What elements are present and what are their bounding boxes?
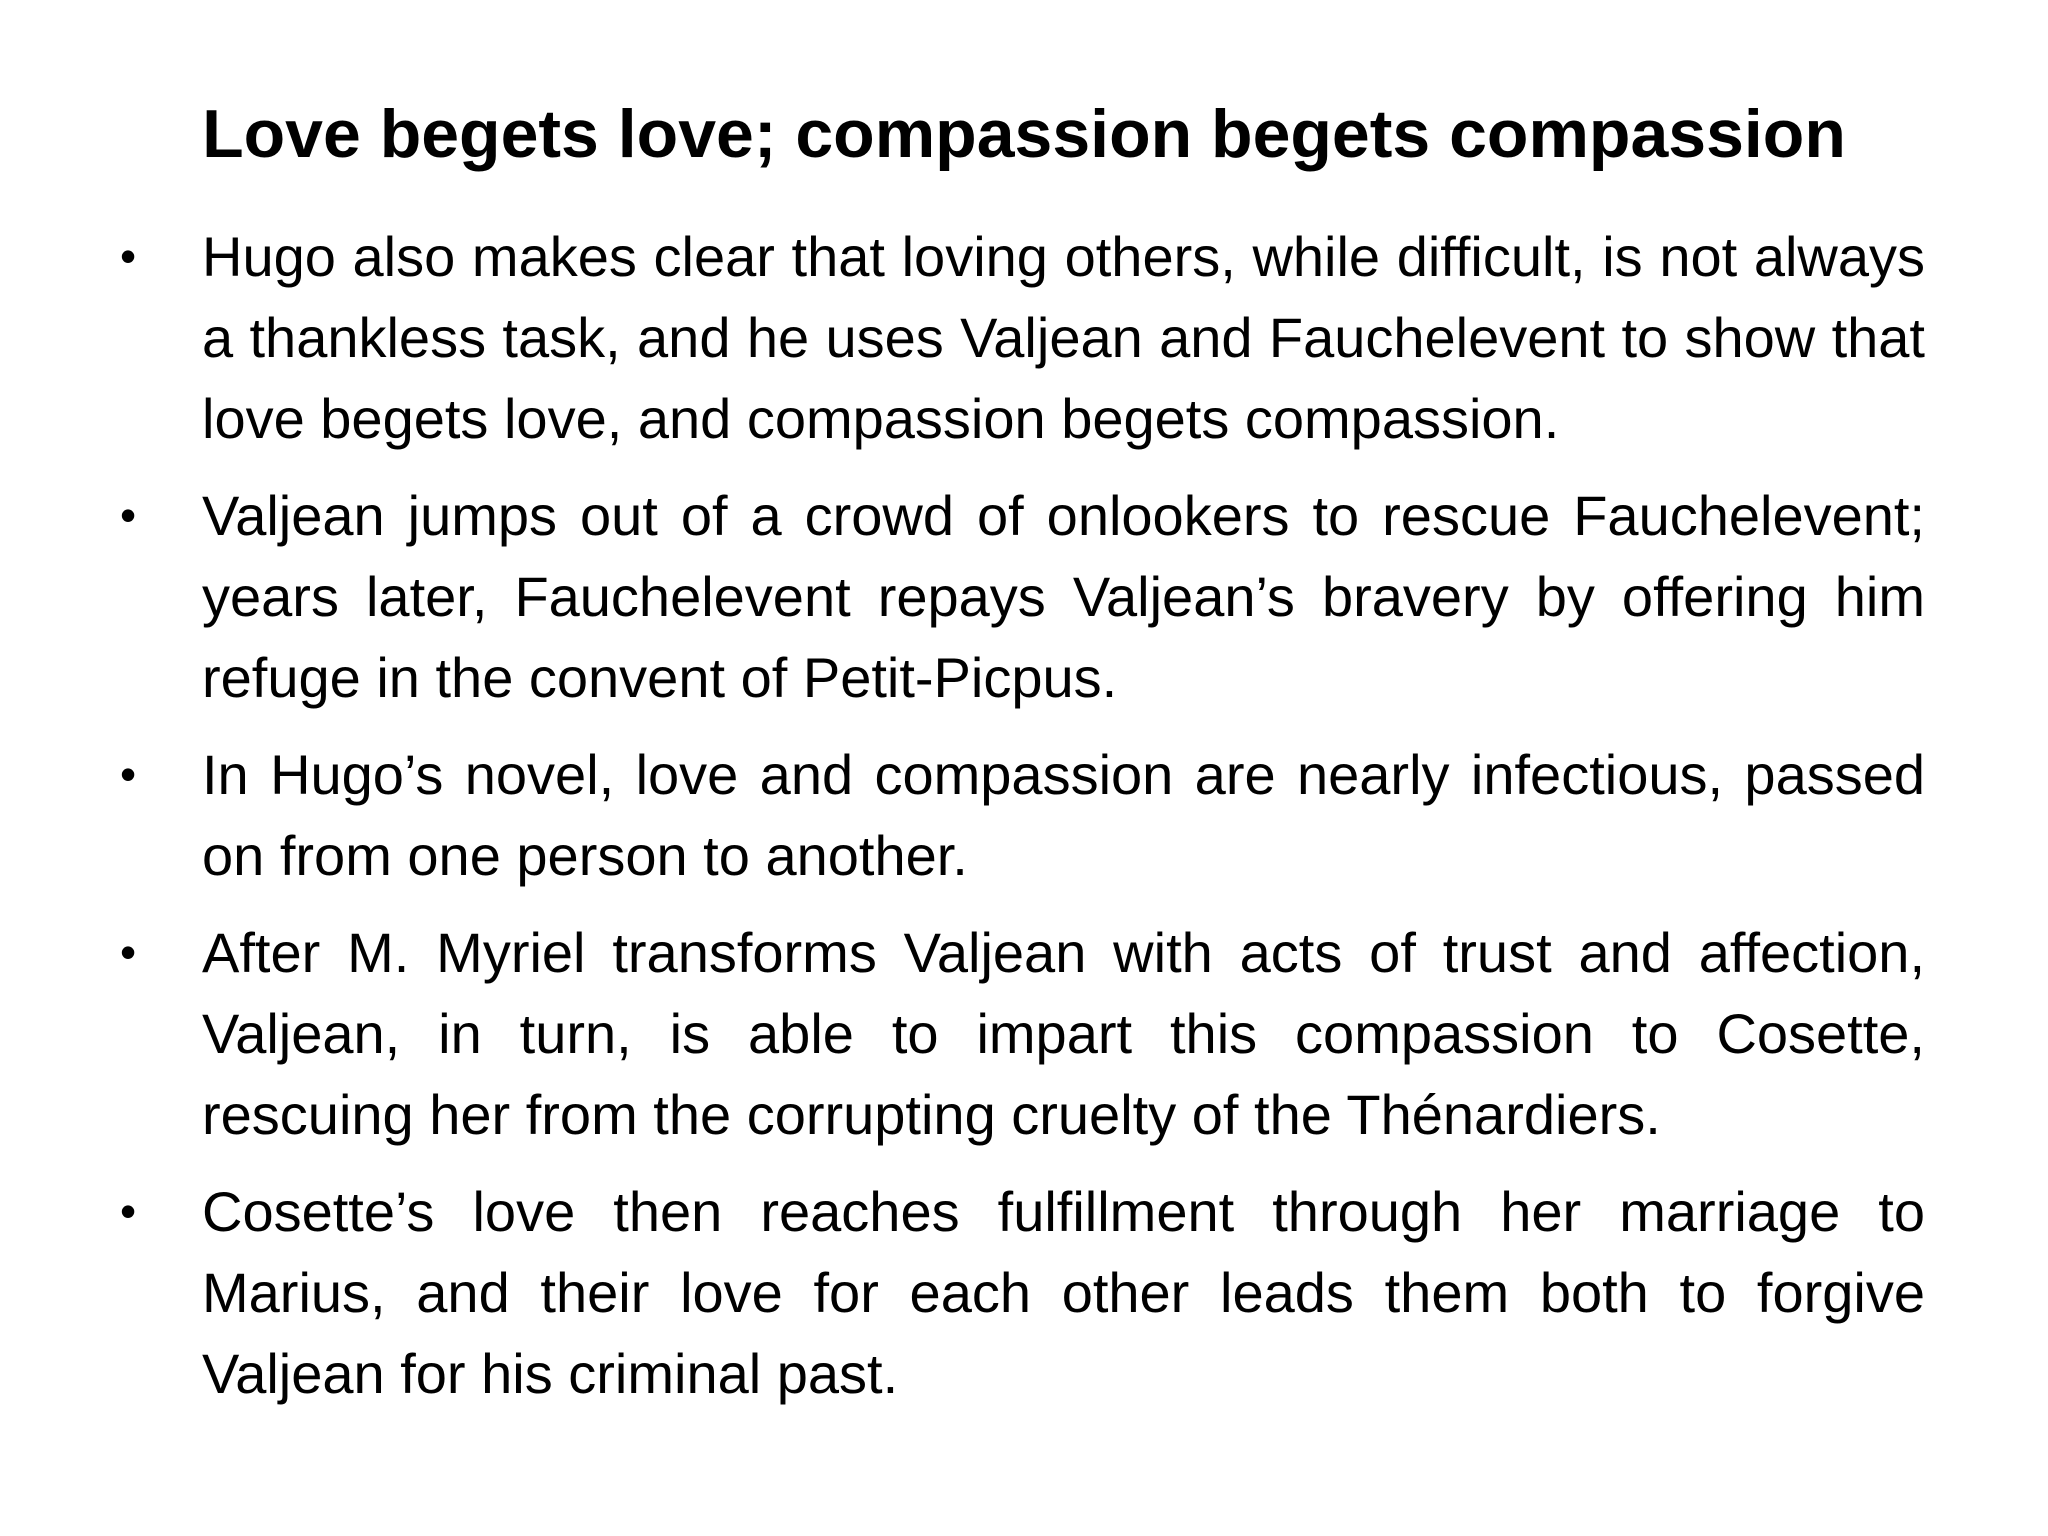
bullet-text: Hugo also makes clear that loving others, while difficult, is not always a thankless task, and he uses Valjean and Fauchelevent to show that love begets love, and compassion begets compassion. — [202, 225, 1925, 450]
list-item — [120, 912, 1925, 1155]
bullet-list — [120, 216, 1925, 1430]
bullet-text: In Hugo’s novel, love and compassion are nearly infectious, passed on from one person to another. — [202, 743, 1925, 887]
list-item — [120, 216, 1925, 459]
slide-title: Love begets love; compassion begets compassion — [202, 96, 1846, 172]
list-item — [120, 734, 1925, 896]
bullet-text: Valjean jumps out of a crowd of onlookers to rescue Fauchelevent; years later, Fauchelevent repays Valjean’s bravery by offering him refuge in the convent of Petit-Picpus. — [202, 484, 1925, 709]
list-item — [120, 475, 1925, 718]
bullet-icon: • — [120, 748, 137, 800]
list-item — [120, 1171, 1925, 1414]
bullet-icon: • — [120, 230, 137, 282]
bullet-text: After M. Myriel transforms Valjean with acts of trust and affection, Valjean, in turn, is able to impart this compassion to Cosette, rescuing her from the corrupting cruelty of the Thénardiers. — [202, 921, 1925, 1146]
bullet-icon: • — [120, 926, 137, 978]
bullet-icon: • — [120, 1185, 137, 1237]
bullet-text: Cosette’s love then reaches fulfillment through her marriage to Marius, and their love for each other leads them both to forgive Valjean for his criminal past. — [202, 1180, 1925, 1405]
bullet-icon: • — [120, 489, 137, 541]
